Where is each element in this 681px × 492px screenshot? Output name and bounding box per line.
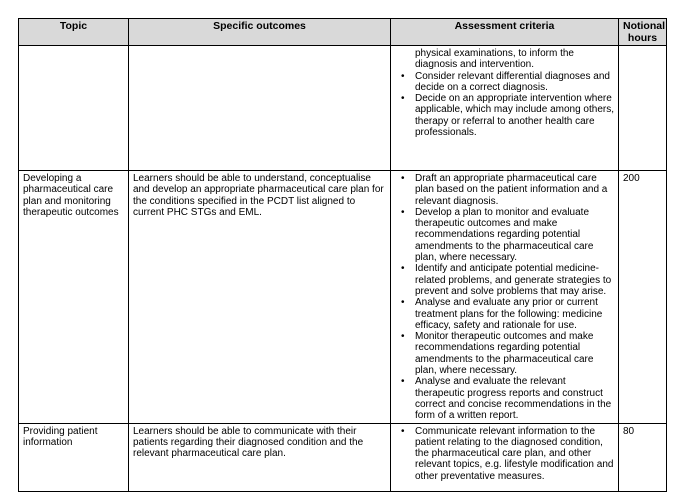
list-item: • Identify and anticipate potential medicine-related problems, and generate strategies to prevent and solve problems that may arise. [415, 263, 614, 297]
list-item: • Communicate relevant information to the patient relating to the diagnosed condition, the pharmaceutical care plan, and other relevant topics, e.g. lifestyle modification and other preventative measures. [415, 426, 614, 482]
topic-cell: Developing a pharmaceutical care plan and monitoring therapeutic outcomes [19, 171, 129, 424]
list-item: • Develop a plan to monitor and evaluate therapeutic outcomes and make recommendations regarding potential amendments to the pharmaceutical care plan, where necessary. [415, 207, 614, 263]
table-row [19, 171, 667, 424]
topic-cell: Providing patient information [19, 423, 129, 491]
assessment-criteria-cell [391, 46, 619, 171]
list-item: • Monitor therapeutic outcomes and make recommendations regarding potential amendments to the pharmaceutical care plan, where necessary. [415, 331, 614, 376]
header-topic: Topic [19, 19, 129, 46]
specific-outcomes-cell [129, 46, 391, 171]
specific-outcomes-cell: Learners should be able to understand, conceptualise and develop an appropriate pharmaceutical care plan for the conditions specified in the PCDT list aligned to current PHC STGs and EML. [129, 171, 391, 424]
header-assessment-criteria: Assessment criteria [391, 19, 619, 46]
table-row [19, 423, 667, 491]
list-item: • Decide on an appropriate intervention where applicable, which may include among others, therapy or referral to another health care professionals. [415, 93, 614, 138]
table-row [19, 46, 667, 171]
list-item: • Analyse and evaluate the relevant therapeutic progress reports and construct correct and concise recommendations in the form of a written report. [415, 376, 614, 421]
criteria-list [395, 426, 614, 482]
header-notional-hours: Notional hours [619, 19, 667, 46]
assessment-criteria-cell [391, 423, 619, 491]
criteria-list [395, 48, 614, 138]
list-item: • Consider relevant differential diagnoses and decide on a correct diagnosis. [415, 71, 614, 94]
curriculum-table [18, 18, 667, 492]
list-item: • Analyse and evaluate any prior or current treatment plans for the following: medicine efficacy, safety and rationale for use. [415, 297, 614, 331]
topic-cell [19, 46, 129, 171]
list-item: • Draft an appropriate pharmaceutical care plan based on the patient information and a relevant diagnosis. [415, 173, 614, 207]
notional-hours-cell [619, 46, 667, 171]
specific-outcomes-cell: Learners should be able to communicate with their patients regarding their diagnosed condition and the relevant pharmaceutical care plan. [129, 423, 391, 491]
notional-hours-cell: 80 [619, 423, 667, 491]
assessment-criteria-cell [391, 171, 619, 424]
table-body [19, 46, 667, 492]
notional-hours-cell: 200 [619, 171, 667, 424]
header-row [19, 19, 667, 46]
criteria-list [395, 173, 614, 422]
list-item: physical examinations, to inform the diagnosis and intervention. [415, 48, 574, 71]
header-specific-outcomes: Specific outcomes [129, 19, 391, 46]
